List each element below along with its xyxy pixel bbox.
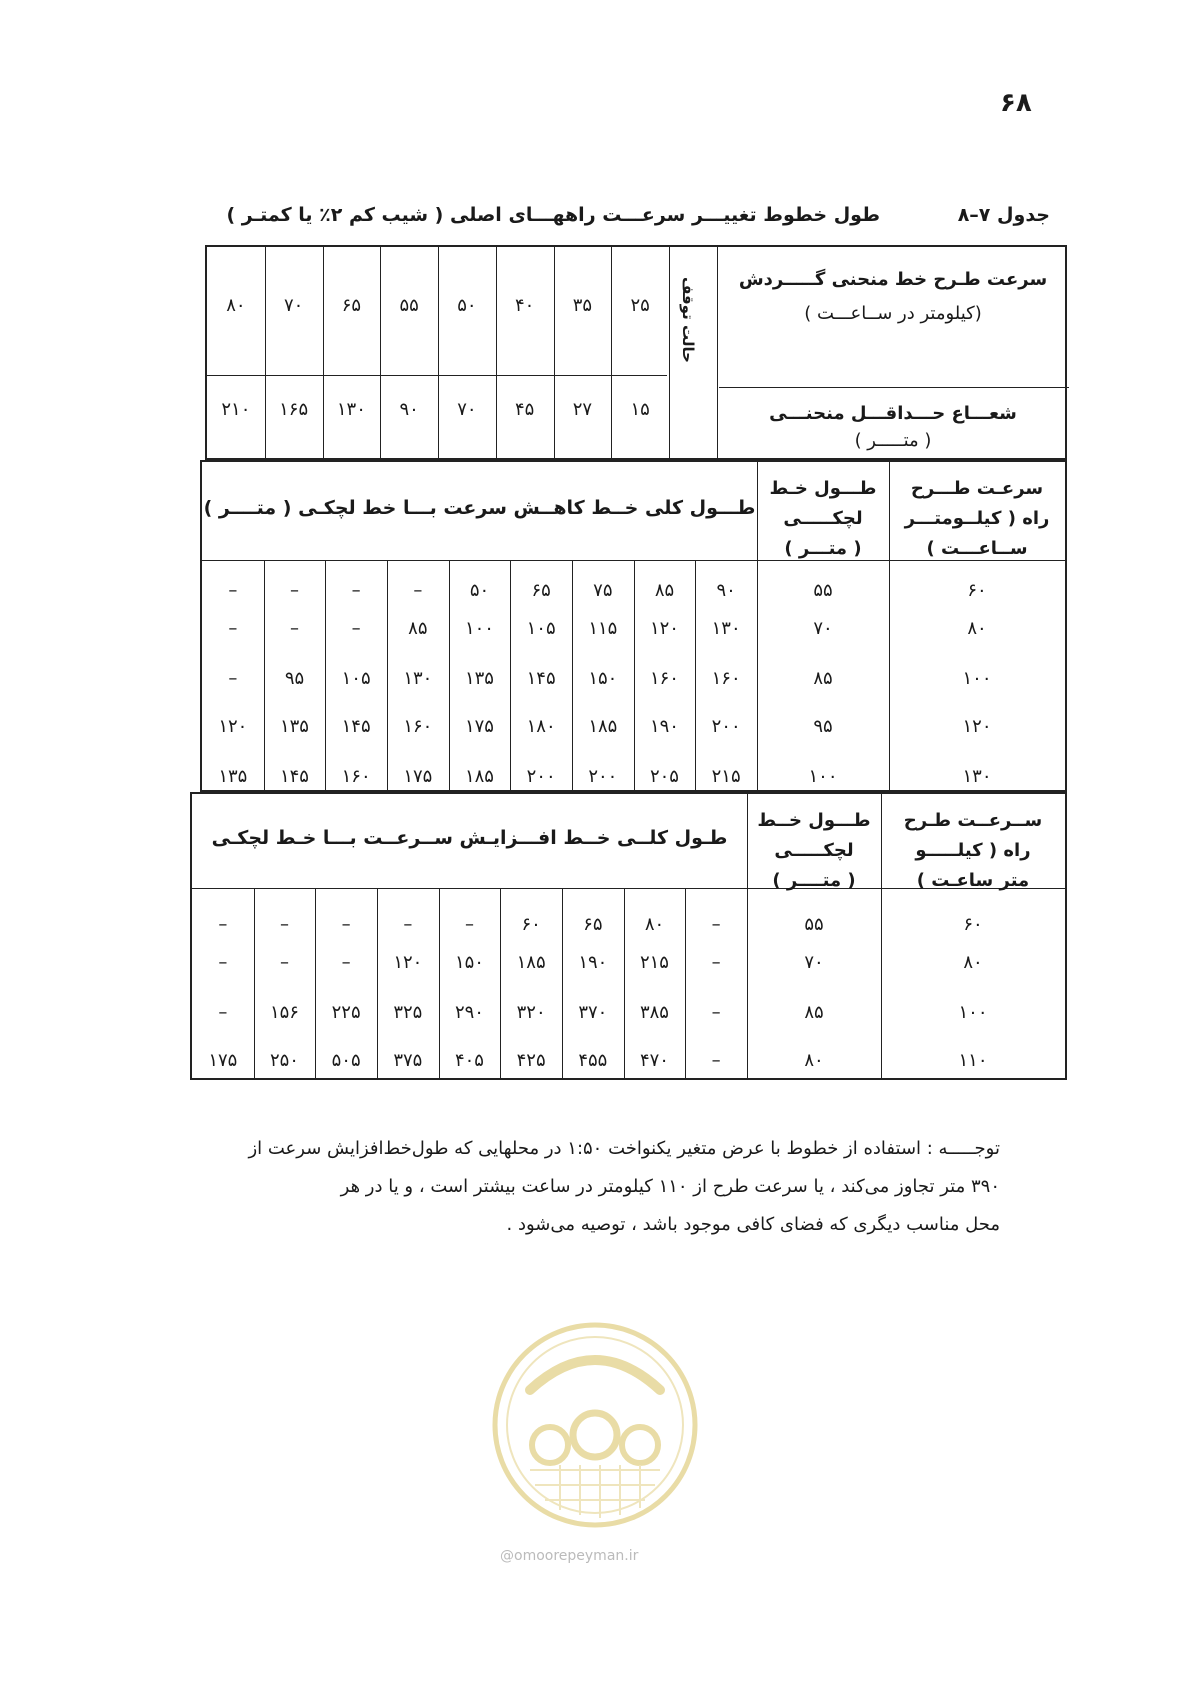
length-cell: ۲۱۵ bbox=[639, 952, 669, 973]
length-cell: ۲۵۰ bbox=[269, 1050, 299, 1071]
design-speed-cell: ۶۰ bbox=[967, 580, 987, 601]
length-cell: – bbox=[228, 668, 238, 689]
min-radius-cell: ۲۷ bbox=[572, 399, 593, 420]
curve-speed-cell: ۳۵ bbox=[572, 295, 593, 316]
design-speed-cell: ۱۳۰ bbox=[962, 766, 992, 787]
length-cell: ۱۳۰ bbox=[403, 668, 433, 689]
taper-length-header: طـــول خـط لچکـــــی ( متـــر ) bbox=[769, 478, 877, 559]
length-cell: ۱۷۵ bbox=[403, 766, 433, 787]
length-cell: – bbox=[279, 952, 289, 973]
length-cell: ۱۳۵ bbox=[218, 766, 248, 787]
table-number: جدول ۷–۸ bbox=[957, 204, 1050, 226]
taper-length-cell: ۱۰۰ bbox=[808, 766, 838, 787]
span-title: طـــول کلی خــط کاهــش سرعت بـــا خط لچکـی ( متــــر ) bbox=[203, 497, 756, 519]
length-cell: ۱۲۰ bbox=[218, 716, 248, 737]
length-cell: ۱۰۰ bbox=[464, 618, 494, 639]
length-cell: ۳۷۰ bbox=[578, 1002, 608, 1023]
length-cell: – bbox=[341, 914, 351, 935]
table-caption bbox=[226, 204, 1050, 240]
length-cell: – bbox=[464, 914, 474, 935]
length-cell: ۵۰۵ bbox=[331, 1050, 361, 1071]
length-cell: ۱۳۰ bbox=[711, 618, 741, 639]
taper-length-cell: ۵۵ bbox=[813, 580, 833, 601]
length-cell: ۱۵۰ bbox=[454, 952, 484, 973]
length-cell: ۸۵ bbox=[654, 580, 675, 601]
length-cell: – bbox=[289, 618, 299, 639]
watermark-url: @omoorepeyman.ir bbox=[500, 1548, 639, 1564]
length-cell: ۲۰۵ bbox=[649, 766, 679, 787]
length-cell: – bbox=[711, 1050, 721, 1071]
acceleration-table bbox=[190, 792, 1067, 1080]
length-cell: ۱۹۰ bbox=[649, 716, 679, 737]
length-cell: ۸۵ bbox=[408, 618, 428, 639]
length-cell: – bbox=[341, 952, 351, 973]
length-cell: ۱۴۵ bbox=[279, 766, 309, 787]
curve-speed-cell: ۵۵ bbox=[399, 295, 419, 316]
curve-speed-cell: ۲۵ bbox=[630, 295, 650, 316]
length-cell: ۸۰ bbox=[644, 914, 665, 935]
taper-length-header: طـــول خــط لچکـــــی ( متــــر ) bbox=[757, 810, 871, 891]
length-cell: ۱۲۰ bbox=[393, 952, 423, 973]
length-cell: – bbox=[279, 914, 289, 935]
taper-length-cell: ۸۵ bbox=[813, 668, 833, 689]
min-radius-cell: ۱۳۰ bbox=[336, 399, 366, 420]
taper-length-cell: ۸۵ bbox=[804, 1002, 824, 1023]
length-cell: ۱۸۵ bbox=[516, 952, 546, 973]
note-line-2: ۳۹۰ متر تجاوز می‌کند ، یا سرعت طرح از ۱۱۰ کیلومتر در ساعت بیشتر است ، و یا در هر bbox=[340, 1176, 1000, 1197]
page-number: ۶۸ bbox=[1000, 88, 1032, 118]
length-cell: ۴۰۵ bbox=[454, 1050, 484, 1071]
length-cell: ۱۴۵ bbox=[526, 668, 556, 689]
length-cell: ۱۵۶ bbox=[269, 1002, 299, 1023]
design-speed-header: ســرعــت طـرح راه ( کیلـــــو متر ساعـت ) bbox=[903, 810, 1043, 891]
length-cell: ۱۵۰ bbox=[588, 668, 618, 689]
min-radius-cell: ۷۰ bbox=[457, 399, 477, 420]
curve-speed-cell: ۸۰ bbox=[226, 295, 246, 316]
curve-speed-cell: ۵۰ bbox=[457, 295, 477, 316]
length-cell: – bbox=[218, 952, 228, 973]
length-cell: ۲۰۰ bbox=[588, 766, 618, 787]
length-cell: ۲۰۰ bbox=[526, 766, 556, 787]
length-cell: ۳۸۵ bbox=[639, 1002, 669, 1023]
length-cell: ۱۱۵ bbox=[588, 618, 618, 639]
length-cell: ۱۲۰ bbox=[649, 618, 679, 639]
length-cell: ۶۵ bbox=[531, 580, 551, 601]
length-cell: ۱۶۰ bbox=[341, 766, 371, 787]
taper-length-cell: ۸۰ bbox=[804, 1050, 824, 1071]
design-speed-cell: ۸۰ bbox=[963, 952, 983, 973]
length-cell: ۱۷۵ bbox=[208, 1050, 238, 1071]
length-cell: – bbox=[218, 914, 228, 935]
length-cell: ۲۱۵ bbox=[711, 766, 741, 787]
length-cell: ۴۲۵ bbox=[516, 1050, 546, 1071]
length-cell: – bbox=[413, 580, 423, 601]
length-cell: ۱۰۵ bbox=[526, 618, 556, 639]
table-note bbox=[180, 1130, 1000, 1244]
length-cell: – bbox=[228, 618, 238, 639]
table-title: طول خطوط تغییـــر سرعـــت راههـــای اصلی ( شیب کم ۲٪ یا کمتـر ) bbox=[226, 204, 880, 226]
length-cell: ۳۷۵ bbox=[393, 1050, 423, 1071]
taper-length-cell: ۹۵ bbox=[813, 716, 833, 737]
omoore-peyman-logo-watermark bbox=[490, 1320, 700, 1530]
length-cell: ۶۰ bbox=[521, 914, 541, 935]
span-title: طـول کلــی خــط افـــزایـش ســرعــت بـــا خـط لچکـی bbox=[211, 827, 728, 849]
design-speed-curve-header: سرعت طـرح خط منحنی گـــــردش (کیلومتر در ســاعـــت ) bbox=[738, 269, 1048, 324]
taper-length-cell: ۵۵ bbox=[804, 914, 824, 935]
design-speed-header: سرعـت طـــرح راه ( کیلــومتـــر ســاعـــت ) bbox=[904, 478, 1050, 559]
min-radius-cell: ۹۰ bbox=[399, 399, 419, 420]
min-radius-cell: ۲۱۰ bbox=[221, 399, 251, 420]
length-cell: ۱۴۵ bbox=[341, 716, 371, 737]
length-cell: – bbox=[403, 914, 413, 935]
curve-speed-cell: ۴۰ bbox=[514, 295, 535, 316]
length-cell: – bbox=[289, 580, 299, 601]
curve-speed-cell: ۶۵ bbox=[341, 295, 362, 316]
min-radius-cell: ۴۵ bbox=[514, 399, 535, 420]
length-cell: ۳۲۵ bbox=[393, 1002, 423, 1023]
design-speed-cell: ۱۲۰ bbox=[962, 716, 992, 737]
length-cell: ۲۲۵ bbox=[331, 1002, 361, 1023]
length-cell: ۲۰۰ bbox=[711, 716, 741, 737]
length-cell: ۱۰۵ bbox=[341, 668, 371, 689]
deceleration-table bbox=[200, 460, 1067, 792]
min-radius-header: شعـــاع حـــداقـــل منحنـــی ( متـــــر ) bbox=[769, 403, 1017, 451]
length-cell: ۳۲۰ bbox=[516, 1002, 546, 1023]
length-cell: ۱۷۵ bbox=[464, 716, 494, 737]
length-cell: ۴۵۵ bbox=[578, 1050, 608, 1071]
length-cell: – bbox=[351, 580, 361, 601]
length-cell: – bbox=[711, 1002, 721, 1023]
taper-length-cell: ۷۰ bbox=[804, 952, 824, 973]
length-cell: ۱۶۰ bbox=[649, 668, 679, 689]
min-radius-cell: ۱۵ bbox=[630, 399, 650, 420]
length-cell: ۹۵ bbox=[284, 668, 305, 689]
length-cell: ۱۳۵ bbox=[464, 668, 494, 689]
length-cell: ۱۸۰ bbox=[526, 716, 556, 737]
length-cell: ۱۹۰ bbox=[578, 952, 608, 973]
design-speed-cell: ۱۱۰ bbox=[958, 1050, 988, 1071]
length-cell: – bbox=[351, 618, 361, 639]
length-cell: ۹۰ bbox=[716, 580, 736, 601]
design-speed-cell: ۱۰۰ bbox=[958, 1002, 988, 1023]
length-cell: ۵۰ bbox=[469, 580, 490, 601]
length-cell: ۱۸۵ bbox=[588, 716, 618, 737]
length-cell: ۱۸۵ bbox=[464, 766, 494, 787]
note-line-1: توجـــــه : استفاده از خطوط با عرض متغیر یکنواخت ۱:۵۰ در محلهایی که طول‌خط‌افزایش سرعت از bbox=[248, 1138, 1000, 1159]
design-speed-cell: ۶۰ bbox=[963, 914, 983, 935]
length-cell: ۱۶۰ bbox=[403, 716, 433, 737]
length-cell: ۶۵ bbox=[583, 914, 603, 935]
curve-radius-table bbox=[205, 245, 1067, 460]
length-cell: ۲۹۰ bbox=[454, 1002, 484, 1023]
taper-length-cell: ۷۰ bbox=[813, 618, 833, 639]
min-radius-cell: ۱۶۵ bbox=[279, 399, 309, 420]
curve-speed-cell: ۷۰ bbox=[283, 295, 304, 316]
length-cell: ۱۶۰ bbox=[711, 668, 741, 689]
length-cell: – bbox=[218, 1002, 228, 1023]
design-speed-cell: ۱۰۰ bbox=[962, 668, 992, 689]
length-cell: ۱۳۵ bbox=[279, 716, 309, 737]
length-cell: – bbox=[228, 580, 238, 601]
note-line-3: محل مناسب دیگری که فضای کافی موجود باشد ، توصیه می‌شود . bbox=[506, 1214, 1000, 1235]
design-speed-cell: ۸۰ bbox=[967, 618, 987, 639]
length-cell: – bbox=[711, 952, 721, 973]
stop-condition-label: حالت توقف bbox=[679, 277, 697, 363]
length-cell: ۷۵ bbox=[593, 580, 613, 601]
length-cell: ۴۷۰ bbox=[639, 1050, 669, 1071]
length-cell: – bbox=[711, 914, 721, 935]
